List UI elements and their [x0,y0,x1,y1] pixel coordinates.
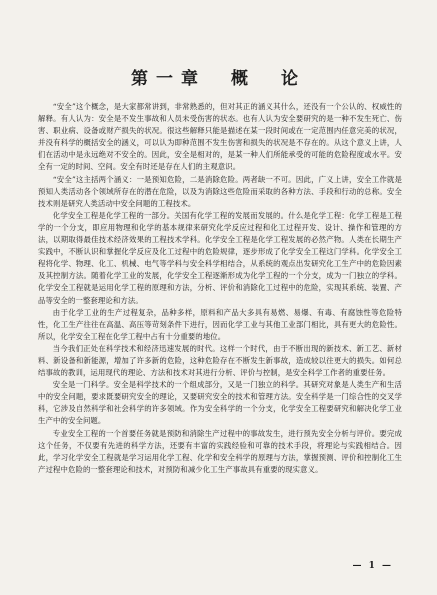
paragraph: 化学安全工程是化学工程的一部分。关国有化学工程的发展而发展的。什么是化学工程：化学工程是工程学的一个分支，即应用物理和化学的基本规律来研究化学反应过程和化工过程开发、设计、操作和管理的方法，以期取得最佳技术经济效果的工程技术学科。化学安全工程是化学工程发展的必然产物。人类在长期生产实践中，不断认识和掌握化学反应及化工过程中的危险规律，逐步形成了化学安全工程这门学科。化学安全工程将化学、物理、化工、机械、电气等学科与安全科学相结合，从系统的观点出发研究化工生产中的危险因素及其控制方法。随着化学工业的发展，化学安全工程逐渐形成为化学工程的一个分支，成为一门独立的学科。化学安全工程就是运用化学工程的原理和方法，分析、评价和消除化工过程中的危险，实现其系统、装置、产品等安全的一整套理论和方法。 [38,210,402,305]
paragraph: “安全”这主括两个涵义：一是预知危险，二是消除危险。两者缺一不可。因此，广义上讲，安全工作就是预知人类活动各个领域所存在的潜在危险，以及为消除这些危险而采取的各种方法、手段和行动的总称。安全技术则是研究人类活动中安全问题的工程技术。 [38,174,402,208]
paragraph: 专业安全工程的一个首要任务就是预防和消除生产过程中的事故发生，进行预先安全分析与评价。要完成这个任务，不仅要有先进的科学方法，还要有丰富的实践经验和可靠的技术手段，将理论与实践相结合。因此，学习化学安全工程就是学习运用化学工程、化学和安全科学的原理与方法，掌握预测、评价和控制化工生产过程中危险的一整套理论和技术，对预防和减少化工生产事故具有重要的现实意义。 [38,428,402,474]
chapter-title: 第一章 概 论 [131,69,306,89]
paragraph: 由于化学工业的生产过程复杂，品种多样，原料和产品大多具有易燃、易爆、有毒、有腐蚀性等危险特性，化工生产往往在高温、高压等苛刻条件下进行，因而化学工业与其他工业部门相比，具有更大的危险性。所以，化学安全工程在化学工程中占有十分重要的地位。 [38,307,402,341]
paragraph: 安全是一门科学。安全是科学技术的一个组成部分，又是一门独立的科学。其研究对象是人类生产和生活中的安全问题，要求既要研究安全的理论，又要研究安全的技术和管理方法。安全科学是一门综合性的交叉学科，它涉及自然科学和社会科学的许多领域。作为安全科学的一个分支，化学安全工程要研究和解决化学工业生产中的安全问题。 [38,380,402,426]
page-number: — 1 — [352,561,393,571]
paragraph: 当今我们正处在科学技术和经济迅速发展的时代。这样一个时代，由于不断出现的新技术、新工艺、新材料、新设备和新能源，增加了许多新的危险，这种危险存在不断发生新事故，造成较以往更大的损失。如何总结事故的教训，运用现代的理论、方法和技术对其进行分析、评价与控制，是安全科学工作者的重要任务。 [38,343,402,378]
paragraph: “安全”这个概念，是大家都常讲到，非常熟悉的，但对其正的涵义其什么，还没有一个公认的、权威性的解释。有人认为：安全是不发生事故和人员未受伤害的状态。也有人认为安全要研究的是一种不发生死亡、伤害、职业病、设备或财产损失的状况。很这些解释只能是描述在某一段时间或在一定范围内任意完美的状况，并没有科学的概括安全的涵义，可以认为即种范围不发生伤害和损失的状况是不存在的。从这个意义上讲，人们在活动中是永远绝对不安全的。因此，安全是相对的，是某一种人们所能承受的可能的危险程度或水平。安全有一定的时间、空间。安全有时还是存在人们的主观意识。 [38,102,402,172]
body-text [38,101,402,476]
